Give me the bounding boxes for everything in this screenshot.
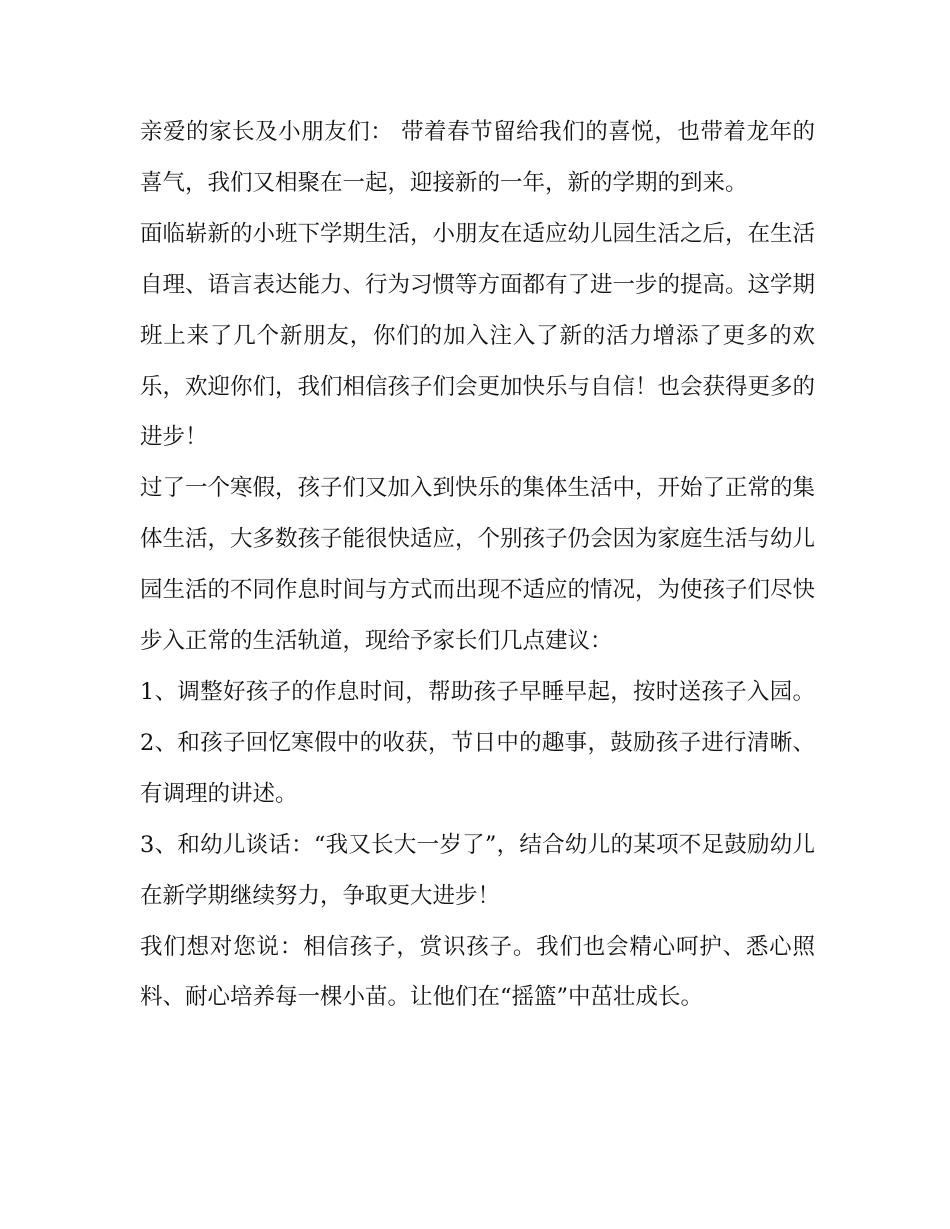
paragraph-greeting: 亲爱的家长及小朋友们： 带着春节留给我们的喜悦，也带着龙年的喜气，我们又相聚在一起，迎接新的一年，新的学期的到来。 (140, 119, 815, 196)
paragraph-closing: 我们想对您说：相信孩子，赏识孩子。我们也会精心呵护、悉心照料、耐心培养每一棵小苗。让他们在“摇篮”中茁壮成长。 (140, 933, 815, 1011)
paragraph-new-semester: 面临崭新的小班下学期生活，小朋友在适应幼儿园生活之后，在生活自理、语言表达能力、行为习惯等方面都有了进一步的提高。这学期班上来了几个新朋友，你们的加入注入了新的活力增添了更多的欢乐，欢迎你们，我们相信孩子们会更加快乐与自信！也会获得更多的进步！ (140, 220, 816, 451)
paragraph-suggestion-3: 3、和幼儿谈话：“我又长大一岁了”，结合幼儿的某项不足鼓励幼儿在新学期继续努力，争取更大进步！ (140, 831, 815, 909)
paragraph-after-winter-break: 过了一个寒假，孩子们又加入到快乐的集体生活中，开始了正常的集体生活，大多数孩子能很快适应，个别孩子仍会因为家庭生活与幼儿园生活的不同作息时间与方式而出现不适应的情况，为使孩子们尽快步入正常的生活轨道，现给予家长们几点建议： (140, 475, 816, 655)
paragraph-suggestion-1-2: 1、调整好孩子的作息时间，帮助孩子早睡早起，按时送孩子入园。 2、和孩子回忆寒假中的收获，节日中的趣事，鼓励孩子进行清晰、有调理的讲述。 (140, 678, 815, 807)
document-body (140, 107, 815, 1023)
